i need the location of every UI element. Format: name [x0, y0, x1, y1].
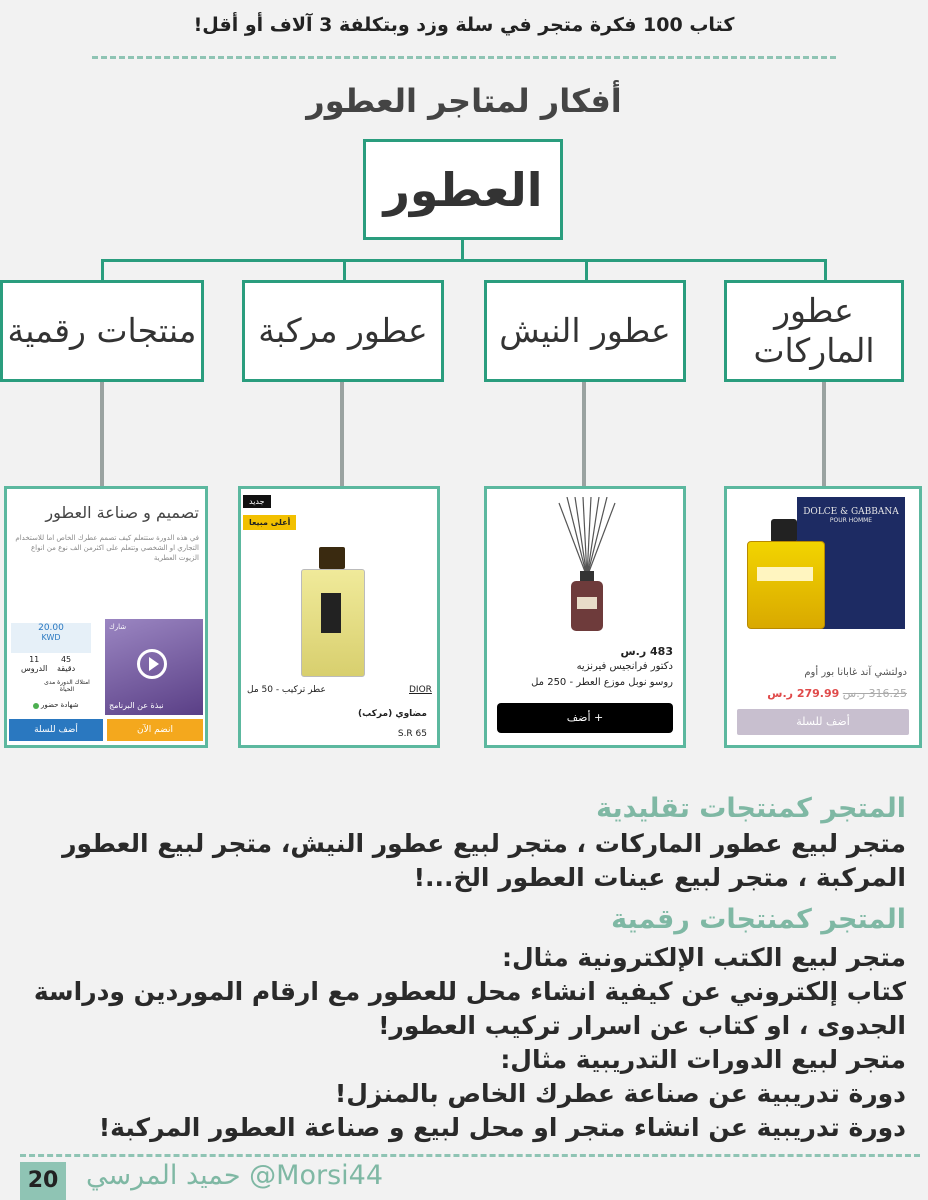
product-price: 483 ر.س [620, 645, 673, 658]
product-subtitle: مضاوي (مركب) [358, 709, 427, 719]
price-box [11, 623, 91, 653]
minutes-label: دقيقة [57, 664, 76, 673]
diffuser-icon [547, 497, 627, 637]
tree-connector [101, 259, 104, 281]
product-name[interactable]: روسو نوبل موزع العطر - 250 مل [531, 677, 673, 688]
section-traditional-heading: المتجر كمنتجات تقليدية [596, 793, 906, 824]
course-currency: KWD [41, 633, 61, 642]
page-title: أفكار لمتاجر العطور [306, 82, 622, 120]
add-to-cart-button[interactable]: أضف للسلة [9, 719, 103, 741]
text-line: متجر لبيع الدورات التدريبية مثال: [500, 1045, 906, 1074]
text-line: دورة تدريبية عن انشاء متجر او محل لبيع و صناعة العطور المركبة! [98, 1113, 906, 1142]
text-line: المركبة ، متجر لبيع عينات العطور الخ...! [413, 863, 906, 892]
add-to-cart-button[interactable]: أضف للسلة [737, 709, 909, 735]
book-header: كتاب 100 فكرة متجر في سلة وزد وبتكلفة 3 آلاف أو أقل! [193, 14, 735, 36]
page-number: 20 [20, 1162, 66, 1200]
product-name[interactable]: دولتشي آند غابانا بور أوم [804, 667, 907, 678]
certificate-label: شهادة حضور [41, 701, 79, 709]
product-brand[interactable]: DIOR [409, 685, 432, 695]
product-image [747, 497, 907, 637]
course-price: 20.00 [38, 623, 64, 633]
card-blend-product [238, 486, 440, 748]
sale-price: 279.99 ر.س [767, 687, 840, 700]
diffuser-image [547, 497, 627, 637]
category-brand-perfumes: عطور الماركات [724, 280, 904, 382]
card-digital-course [4, 486, 208, 748]
product-price: S.R 65 [397, 729, 427, 739]
tree-root: العطور [363, 139, 563, 240]
lessons-stat [21, 655, 47, 673]
tree-connector [343, 259, 346, 281]
card-connector [582, 382, 586, 486]
section-traditional-text [16, 827, 906, 895]
perfume-bottle [747, 541, 825, 629]
course-description: في هذه الدورة ستتعلم كيف تصمم عطرك الخاص اما للاستخدام التجاري او الشخصي وتتعلم على اكثرمن الف نوع من انواع الزيوت العطرية [15, 534, 199, 562]
course-video-thumbnail[interactable] [105, 619, 203, 715]
check-icon [33, 703, 39, 709]
card-niche-product [484, 486, 686, 748]
section-digital-text [16, 941, 906, 1145]
section-digital-heading: المتجر كمنتجات رقمية [611, 904, 906, 935]
card-connector [822, 382, 826, 486]
course-title: تصميم و صناعة العطور [45, 503, 199, 522]
bottle-cap [319, 547, 345, 569]
text-line: متجر لبيع الكتب الإلكترونية مثال: [501, 943, 906, 972]
text-line: كتاب إلكتروني عن كيفية انشاء محل للعطور مع ارقام الموردين ودراسة [33, 977, 906, 1006]
box-brand-label: DOLCE & GABBANA [803, 507, 899, 517]
card-brand-product [724, 486, 922, 748]
lifetime-access: امتلاك الدورة مدى الحياة [44, 679, 90, 693]
card-connector [340, 382, 344, 486]
product-price-row [767, 687, 907, 700]
text-line: متجر لبيع عطور الماركات ، متجر لبيع عطور النيش، متجر لبيع العطور [62, 829, 906, 858]
category-niche-perfumes: عطور النيش [484, 280, 686, 382]
card-connector [100, 382, 104, 486]
share-label[interactable]: شارك [109, 623, 127, 631]
add-to-cart-button[interactable]: أضف + [497, 703, 673, 733]
bottle-label [757, 567, 813, 581]
minutes-stat [57, 655, 75, 673]
minutes-count: 45 [60, 655, 72, 664]
product-brand: دكتور فرانجيس فيرنزيه [576, 661, 673, 672]
category-blended-perfumes: عطور مركبة [242, 280, 444, 382]
header-divider [92, 56, 836, 59]
tree-connector [101, 259, 827, 262]
text-line: دورة تدريبية عن صناعة عطرك الخاص بالمنزل! [334, 1079, 906, 1108]
product-name[interactable]: عطر تركيب - 50 مل [247, 685, 326, 695]
tree-connector [824, 259, 827, 281]
author-credit: حميد المرسي @Morsi44 [86, 1160, 384, 1191]
old-price: 316.25 ر.س [842, 687, 907, 700]
bestseller-badge: أعلى مبيعا [243, 515, 296, 530]
video-label: نبذة عن البرنامج [109, 701, 164, 710]
box-sub-label: POUR HOMME [829, 517, 873, 524]
lessons-label: الدروس [21, 664, 48, 673]
text-line: الجدوى ، او كتاب عن اسرار تركيب العطور! [378, 1011, 906, 1040]
join-now-button[interactable]: انضم الآن [107, 719, 203, 741]
tree-connector [585, 259, 588, 281]
lessons-count: 11 [29, 655, 40, 664]
play-triangle-icon [149, 657, 159, 671]
category-digital-products: منتجات رقمية [0, 280, 204, 382]
bottle-label [321, 593, 341, 633]
bottle-cap [771, 519, 797, 543]
new-badge: جديد [243, 495, 271, 508]
footer-divider [20, 1154, 920, 1157]
